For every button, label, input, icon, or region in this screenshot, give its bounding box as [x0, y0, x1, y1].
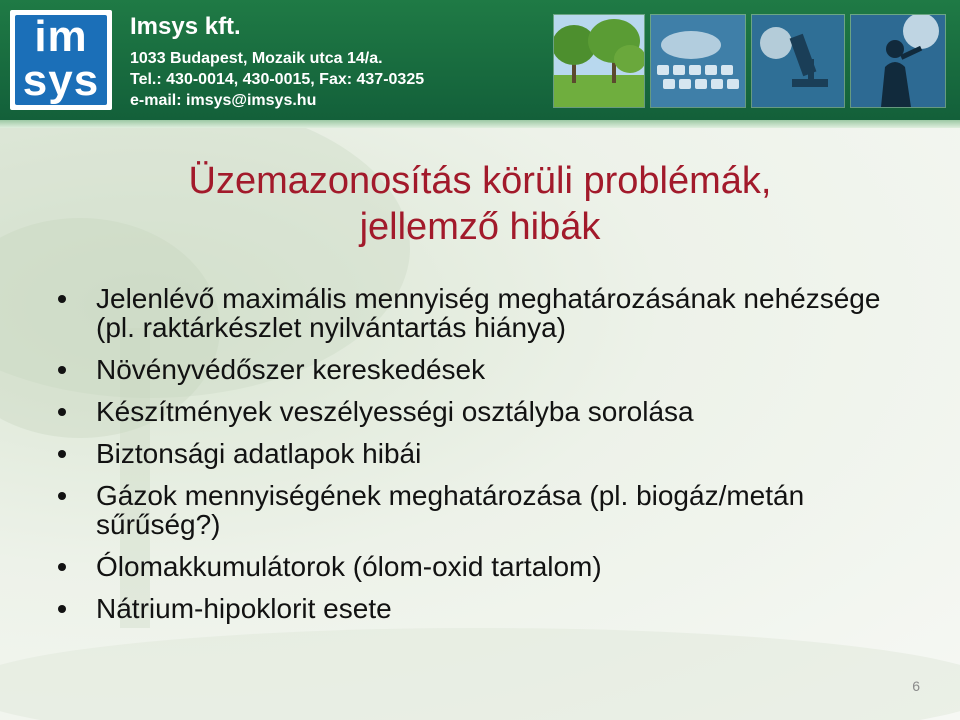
bullet-item: [48, 481, 908, 539]
bullet-item: [48, 355, 908, 384]
logo-text-bottom: sys: [22, 56, 100, 105]
bullet-dot: [58, 408, 66, 416]
imsys-logo: [10, 10, 112, 110]
bullet-text: Biztonsági adatlapok hibái: [96, 438, 422, 469]
bullet-item: [48, 284, 908, 342]
microscope-photo: [751, 14, 845, 108]
company-email: e-mail: imsys@imsys.hu: [130, 92, 317, 109]
header-stripe: [0, 120, 960, 128]
logo-text-top: im: [34, 12, 88, 61]
park-trees-photo: [553, 14, 645, 108]
bullet-list: [48, 284, 908, 636]
slide-title: [40, 158, 920, 250]
bullet-dot: [58, 492, 66, 500]
bullet-text: Ólomakkumulátorok (ólom-oxid tartalom): [96, 551, 602, 582]
bullet-text: Jelenlévő maximális mennyiség meghatározásának nehézsége (pl. raktárkészlet nyilvántartás hiánya): [96, 283, 881, 343]
header-banner: [0, 0, 960, 120]
slide-title-line-1: Üzemazonosítás körüli problémák,: [188, 160, 772, 202]
bullet-text: Növényvédőszer kereskedések: [96, 354, 486, 385]
company-info: [130, 12, 424, 111]
bullet-text: Gázok mennyiségének meghatározása (pl. biogáz/metán sűrűség?): [96, 480, 805, 540]
slide-title-line-2: jellemző hibák: [359, 206, 601, 248]
keyboard-photo: [650, 14, 746, 108]
bullet-text: Készítmények veszélyességi osztályba sorolása: [96, 396, 694, 427]
page-number: 6: [912, 678, 920, 694]
bullet-dot: [58, 366, 66, 374]
bullet-dot: [58, 295, 66, 303]
bullet-item: [48, 552, 908, 581]
bullet-text: Nátrium-hipoklorit esete: [96, 593, 392, 624]
person-silhouette-photo: [850, 14, 946, 108]
bullet-dot: [58, 605, 66, 613]
company-phone: Tel.: 430-0014, 430-0015, Fax: 437-0325: [130, 71, 425, 88]
bullet-item: [48, 397, 908, 426]
company-name: Imsys kft.: [130, 13, 241, 40]
bullet-dot: [58, 563, 66, 571]
bullet-dot: [58, 450, 66, 458]
bullet-item: [48, 439, 908, 468]
bullet-item: [48, 594, 908, 623]
company-address: 1033 Budapest, Mozaik utca 14/a.: [130, 50, 383, 67]
